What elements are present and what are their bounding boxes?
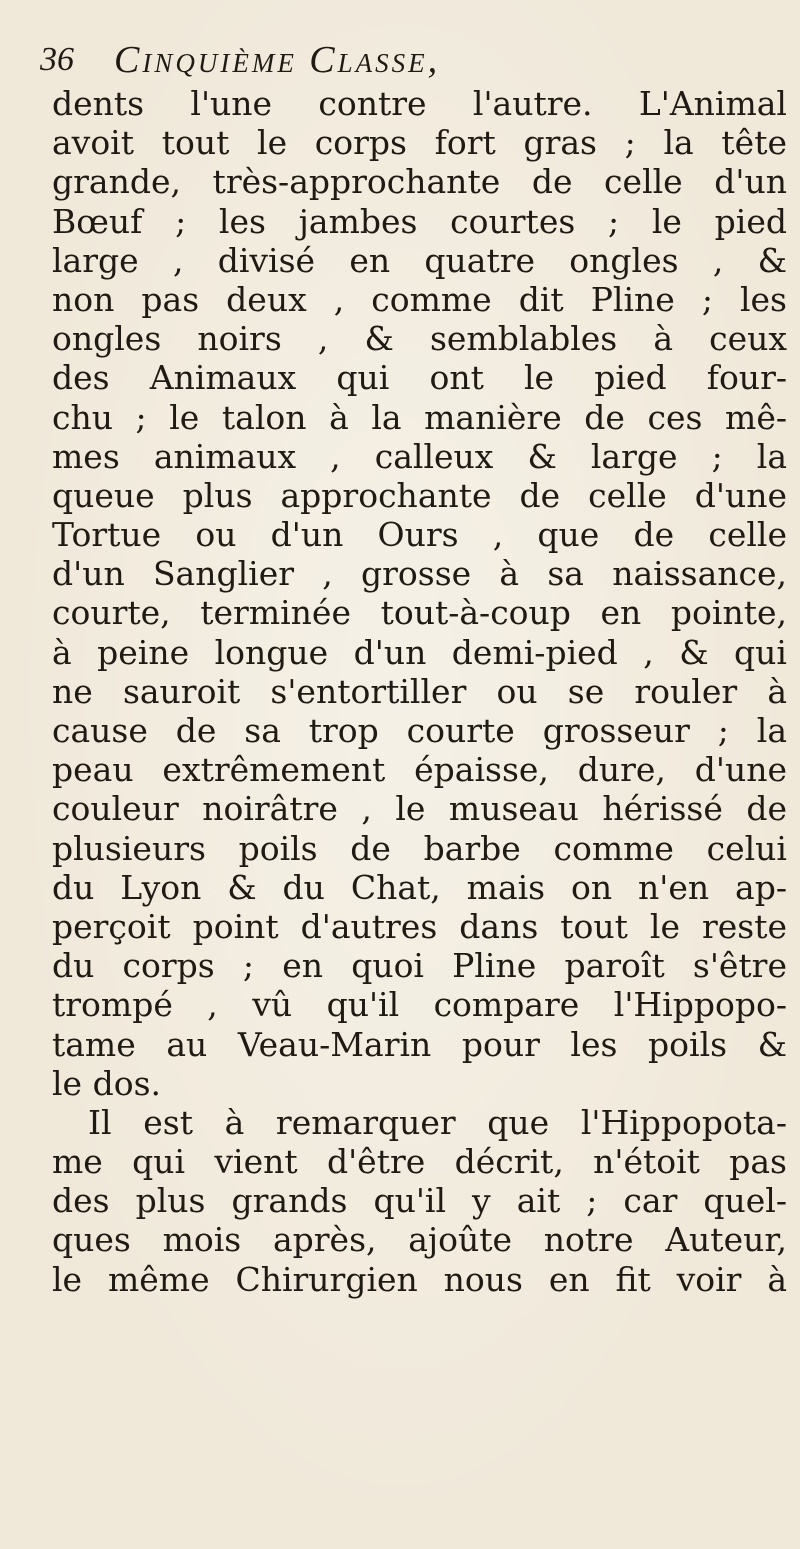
text-line: des Animaux qui ont le pied four- [52,358,787,398]
text-line: d'un Sanglier , grosse à sa naissance, [52,554,787,594]
text-line: peau extrêmement épaisse, dure, d'une [52,750,787,790]
text-line: à peine longue d'un demi-pied , & qui [52,632,787,672]
text-line: perçoit point d'autres dans tout le reste [52,906,787,946]
text-line: tame au Veau-Marin pour les poils & [52,1024,787,1064]
text-line: queue plus approchante de celle d'une [52,475,787,515]
text-line: trompé , vû qu'il compare l'Hippopo- [52,985,787,1025]
text-line: ques mois après, ajoûte notre Auteur, [52,1220,787,1260]
text-line: grande, très-approchante de celle d'un [52,162,787,202]
text-line: chu ; le talon à la manière de ces mê- [52,397,787,437]
text-line: du corps ; en quoi Pline paroît s'être [52,946,787,986]
text-line: Il est à remarquer que l'Hippopota- [88,1102,787,1142]
page-number: 36 [40,41,74,78]
text-line: couleur noirâtre , le museau hérissé de [52,789,787,829]
text-line: le même Chirurgien nous en fit voir à [52,1259,787,1299]
text-line: avoit tout le corps fort gras ; la tête [52,123,787,163]
text-line: courte, terminée tout-à-coup en pointe, [52,593,787,633]
text-line: non pas deux , comme dit Pline ; les [52,279,787,319]
text-line: plusieurs poils de barbe comme celui [52,828,787,868]
text-line: cause de sa trop courte grosseur ; la [52,711,787,750]
page-header [40,30,770,90]
text-line: me qui vient d'être décrit, n'étoit pas [52,1142,787,1182]
text-line: le dos. [52,1063,161,1103]
text-line: des plus grands qu'il y ait ; car quel- [52,1181,787,1221]
text-line: ne sauroit s'entortiller ou se rouler à [52,671,787,711]
running-title: Cinquième Classe, [114,39,441,81]
body-text [52,84,787,1299]
text-line: Bœuf ; les jambes courtes ; le pied [52,201,787,241]
text-line: large , divisé en quatre ongles , & [52,240,787,280]
text-line: dents l'une contre l'autre. L'Animal [52,84,787,123]
text-line: Tortue ou d'un Ours , que de celle [52,515,787,555]
text-line: ongles noirs , & semblables à ceux [52,319,787,359]
text-line: du Lyon & du Chat, mais on n'en ap- [52,867,787,907]
text-line: mes animaux , calleux & large ; la [52,436,787,476]
